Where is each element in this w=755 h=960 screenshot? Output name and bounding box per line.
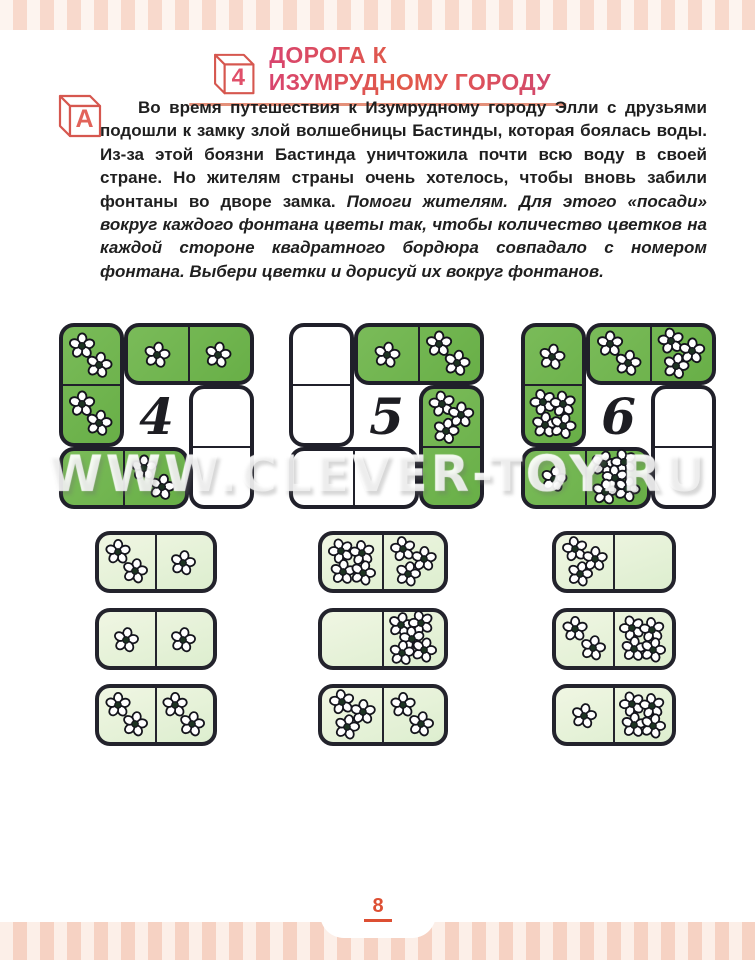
choice-domino[interactable] (318, 531, 448, 593)
fountain-number: 6 (601, 386, 636, 446)
instruction-text: Помоги жителям. Для этого «посади» вокруг каждого фонтана цветы так, чтобы количество цветков на каждой стороне квадратного бордюра совпадало с номером фонтана. Выбери цветки и дорисуй их вокруг фонтанов. (100, 191, 707, 281)
flower-petals (347, 557, 379, 589)
flower-icon (411, 637, 437, 663)
flower-petals (407, 634, 440, 667)
domino-half (556, 612, 614, 666)
flower-petals (202, 339, 234, 371)
flower-petals (168, 625, 198, 655)
fountain-cell (525, 385, 582, 443)
flower-icon (144, 342, 171, 369)
flower-petals (141, 339, 173, 371)
fountain-cell (63, 385, 120, 443)
flower-icon (85, 352, 112, 379)
page-number-underline (364, 919, 392, 922)
domino-half (614, 535, 672, 589)
flower-petals (119, 555, 150, 586)
flower-icon (640, 637, 666, 663)
flower-icon (615, 349, 642, 376)
flower-petals (612, 346, 644, 378)
domino-half (383, 688, 444, 742)
flower-icon (433, 417, 460, 444)
domino-half (556, 688, 614, 742)
flower-petals (83, 349, 115, 381)
flower-icon (334, 714, 360, 740)
flower-petals (168, 548, 198, 578)
flower-icon (444, 349, 471, 376)
chapter-number: 4 (231, 63, 245, 91)
flower-petals (406, 708, 437, 739)
domino-half (383, 612, 444, 666)
flower-icon (122, 558, 148, 584)
page-number: 8 (372, 895, 384, 917)
flower-icon (663, 352, 690, 379)
flower-icon (567, 561, 593, 587)
choice-domino[interactable] (552, 684, 676, 746)
fountain-cell (358, 327, 419, 381)
flower-icon (550, 413, 577, 440)
fountain-tile-top (124, 323, 254, 385)
choice-domino[interactable] (318, 684, 448, 746)
fountain-cell (590, 327, 651, 381)
fountain-tile-left (521, 323, 586, 447)
flower-petals (430, 414, 463, 447)
flower-icon (170, 627, 196, 653)
flower-petals (119, 708, 150, 739)
flower-petals (176, 708, 207, 739)
domino-half (156, 535, 213, 589)
fountain-cell[interactable] (193, 389, 250, 447)
task-description (100, 96, 707, 283)
choice-domino[interactable] (95, 531, 217, 593)
flower-icon (205, 342, 232, 369)
domino-half (99, 612, 156, 666)
flower-icon (350, 560, 376, 586)
flower-petals (546, 409, 580, 443)
fountain-cell (128, 327, 189, 381)
fountain-tile-top (586, 323, 716, 385)
flower-icon (640, 713, 666, 739)
flower-petals (577, 632, 608, 663)
flower-icon (122, 711, 148, 737)
domino-half (156, 688, 213, 742)
flower-icon (539, 344, 566, 371)
fountain-cell (63, 327, 120, 385)
choice-domino[interactable] (552, 531, 676, 593)
flower-icon (408, 711, 434, 737)
fountain-tile-left (59, 323, 124, 447)
flower-petals (564, 558, 596, 590)
choice-domino[interactable] (552, 608, 676, 670)
flower-petals (371, 339, 403, 371)
flower-petals (331, 711, 363, 743)
choice-domino[interactable] (95, 608, 217, 670)
fountain-cell (651, 327, 712, 381)
flower-petals (441, 346, 473, 378)
fountain-number: 4 (139, 386, 174, 446)
flower-icon (580, 635, 606, 661)
task-letter: А (75, 105, 94, 133)
domino-half (556, 535, 614, 589)
domino-half (99, 535, 156, 589)
domino-half (156, 612, 213, 666)
flower-petals (659, 349, 692, 382)
flower-petals (392, 558, 424, 590)
flower-icon (395, 561, 421, 587)
fountain-cell (189, 327, 250, 381)
page-number-tab (320, 888, 436, 938)
flower-petals (637, 634, 669, 666)
page-title: ДОРОГА К ИЗУМРУДНОМУ ГОРОДУ (269, 42, 557, 96)
fountain-cell[interactable] (293, 385, 350, 443)
domino-half (322, 535, 383, 589)
domino-half (322, 612, 383, 666)
fountain-number: 5 (369, 386, 404, 446)
domino-half (614, 612, 672, 666)
flower-petals (537, 341, 569, 373)
flower-petals (569, 701, 599, 731)
domino-half (614, 688, 672, 742)
flower-icon (170, 550, 196, 576)
flower-icon (374, 342, 401, 369)
flower-petals (637, 710, 669, 742)
fountain-tile-top (354, 323, 484, 385)
narrative-text: Во время путешествия к Изумрудному городу Элли с друзьями подошли к замку злой волшебницы Бастинды, которая боялась воды. Из-за этой боязни Бастинда уничтожила почти всю воду в своей стране. Но жителям страны очень хотелось, чтобы вновь забили фонтаны во дворе замка. (100, 98, 707, 211)
task-letter-cube-icon (56, 93, 104, 141)
flower-icon (571, 703, 597, 729)
fountain-cell (423, 389, 480, 447)
flower-petals (111, 625, 141, 655)
fountain-cell (525, 327, 582, 385)
flower-icon (85, 410, 112, 437)
domino-half (99, 688, 156, 742)
fountain-cell[interactable] (655, 389, 712, 447)
watermark: WWW.CLEVER-TOY.RU (47, 445, 708, 503)
domino-half (322, 688, 383, 742)
choice-domino[interactable] (95, 684, 217, 746)
flower-petals (83, 407, 115, 439)
chapter-cube-icon (211, 52, 257, 98)
fountain-cell[interactable] (293, 327, 350, 385)
flower-icon (113, 627, 139, 653)
top-stripe-border (0, 0, 755, 30)
flower-icon (179, 711, 205, 737)
choice-domino[interactable] (318, 608, 448, 670)
domino-half (383, 535, 444, 589)
fountain-tile-left[interactable] (289, 323, 354, 447)
fountain-cell (419, 327, 480, 381)
